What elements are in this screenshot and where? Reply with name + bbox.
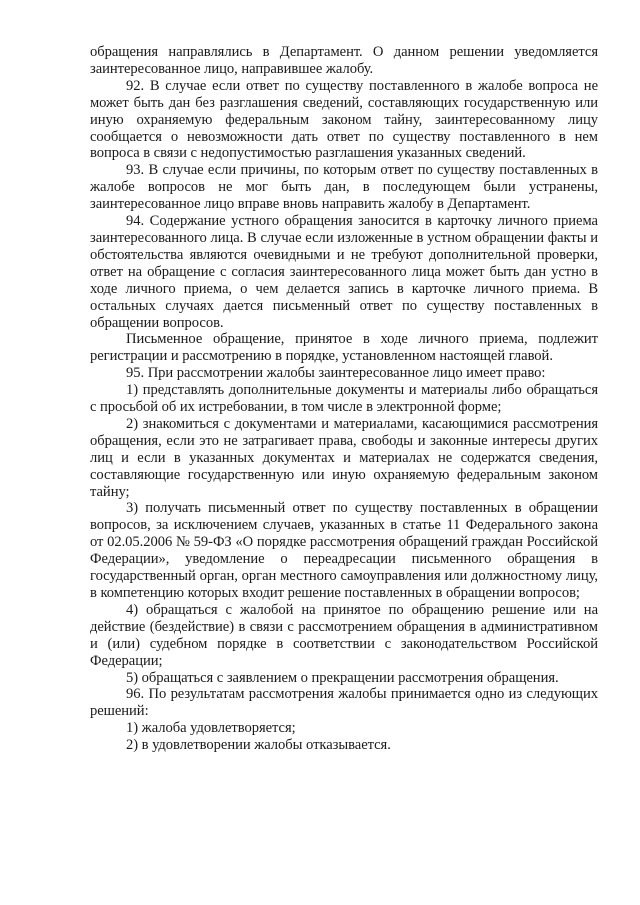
paragraph-continuation: обращения направлялись в Департамент. О данном решении уведомляется заинтересованное лицо, направившее жалобу.: [90, 44, 598, 77]
paragraph-95-item-3: 3) получать письменный ответ по существу поставленных в обращении вопросов, за исключением случаев, указанных в статье 11 Федерального закона от 02.05.2006 № 59-ФЗ «О порядке рассмотрения обращений граждан Российской Федерации», уведомление о переадресации письменного обращения в государственный орган, орган местного самоуправления или должностному лицу, в компетенцию которых входит решение поставленных в обращении вопросов;: [90, 500, 598, 601]
paragraph-93: 93. В случае если причины, по которым ответ по существу поставленных в жалобе вопросов не мог быть дан, в последующем были устранены, заинтересованное лицо вправе вновь направить жалобу в Департамент.: [90, 162, 598, 213]
paragraph-95: 95. При рассмотрении жалобы заинтересованное лицо имеет право:: [126, 365, 546, 382]
document-body: [90, 44, 598, 754]
paragraph-96-item-1: 1) жалоба удовлетворяется;: [126, 720, 296, 737]
paragraph-95-item-2: 2) знакомиться с документами и материалами, касающимися рассмотрения обращения, если это не затрагивает права, свободы и законные интересы других лиц и если в указанных документах и материалах не содержатся сведения, составляющие государственную или иную охраняемую федеральным законом тайну;: [90, 415, 598, 500]
paragraph-95-item-1: 1) представлять дополнительные документы и материалы либо обращаться с просьбой об их истребовании, в том числе в электронной форме;: [90, 382, 598, 416]
paragraph-96-item-2: 2) в удовлетворении жалобы отказывается.: [126, 737, 391, 754]
paragraph-95-item-4: 4) обращаться с жалобой на принятое по обращению решение или на действие (бездействие) в связи с рассмотрением обращения в административном и (или) судебном порядке в соответствии с законодательством Российской Федерации;: [90, 601, 598, 669]
paragraph-96: 96. По результатам рассмотрения жалобы принимается одно из следующих решений:: [90, 686, 598, 720]
paragraph-written-appeal: Письменное обращение, принятое в ходе личного приема, подлежит регистрации и рассмотрению в порядке, установленном настоящей главой.: [90, 331, 598, 365]
paragraph-92: 92. В случае если ответ по существу поставленного в жалобе вопроса не может быть дан без разглашения сведений, составляющих государственную или иную охраняемую федеральным законом тайну, заинтересованному лицу сообщается о невозможности дать ответ по существу поставленного в нем вопроса в связи с недопустимостью разглашения указанных сведений.: [90, 77, 598, 162]
paragraph-95-item-5: 5) обращаться с заявлением о прекращении рассмотрения обращения.: [126, 669, 559, 686]
paragraph-94: 94. Содержание устного обращения заносится в карточку личного приема заинтересованного лица. В случае если изложенные в устном обращении факты и обстоятельства являются очевидными и не требуют дополнительной проверки, ответ на обращение с согласия заинтересованного лица может быть дан устно в ходе личного приема, о чем делается запись в карточке личного приема. В остальных случаях дается письменный ответ по существу поставленных в обращении вопросов.: [90, 213, 598, 331]
